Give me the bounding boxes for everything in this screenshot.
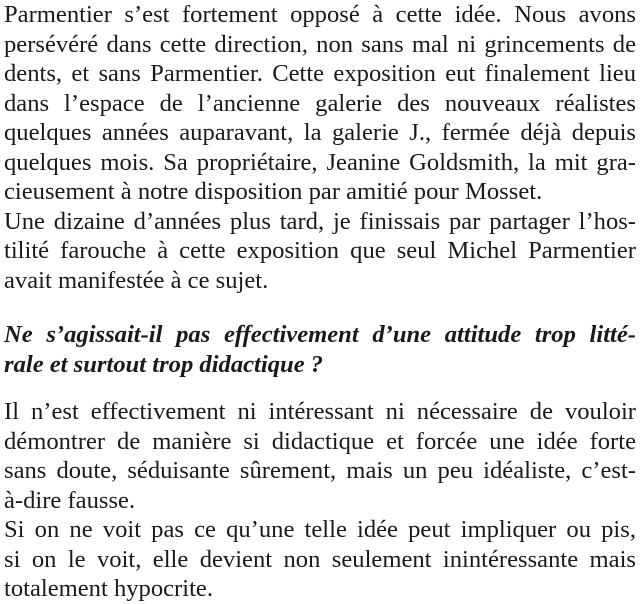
text-line: quelques mois. Sa propriétaire, Jeanine Goldsmith, la mit gra- — [4, 148, 636, 176]
text-line: si on le voit, elle devient non seulement inintéressante mais — [4, 545, 636, 573]
question-line: rale et surtout trop didactique ? — [4, 350, 324, 378]
text-line: démontrer de manière si didactique et forcée une idée forte — [4, 427, 636, 455]
text-line: Il n’est effectivement ni intéressant ni nécessaire de vouloir — [4, 398, 636, 425]
text-line: tilité farouche à cette exposition que seul Michel Parmentier — [4, 237, 636, 264]
section-question-heading — [4, 320, 636, 379]
text-line: dents, et sans Parmentier. Cette exposition eut finalement lieu — [4, 60, 636, 87]
text-line: Une dizaine d’années plus tard, je finissais par partager l’hos- — [4, 207, 636, 235]
text-line: avait manifestée à ce sujet. — [4, 266, 269, 294]
text-line: quelques années auparavant, la galerie J., fermée déjà depuis — [4, 119, 636, 146]
paragraph-3 — [4, 397, 636, 515]
text-line: Si on ne voit pas ce qu’une telle idée peut impliquer ou pis, — [4, 516, 636, 543]
paragraph-4 — [4, 515, 636, 604]
text-line: dans l’espace de l’ancienne galerie des nouveaux réalistes — [4, 89, 636, 117]
question-line: Ne s’agissait-il pas effectivement d’une attitude trop litté- — [4, 321, 636, 348]
text-line: totalement hypocrite. — [4, 575, 213, 602]
text-line: persévéré dans cette direction, non sans mal ni grincements de — [4, 30, 636, 58]
text-line: cieusement à notre disposition par amitié pour Mosset. — [4, 178, 543, 205]
text-line: à-dire fausse. — [4, 486, 136, 514]
text-line: sans doute, séduisante sûrement, mais un peu idéaliste, c’est- — [4, 457, 636, 484]
paragraph-2 — [4, 177, 636, 295]
text-line: Parmentier s’est fortement opposé à cette idée. Nous avons — [4, 1, 636, 28]
paragraph-1 — [4, 0, 636, 177]
